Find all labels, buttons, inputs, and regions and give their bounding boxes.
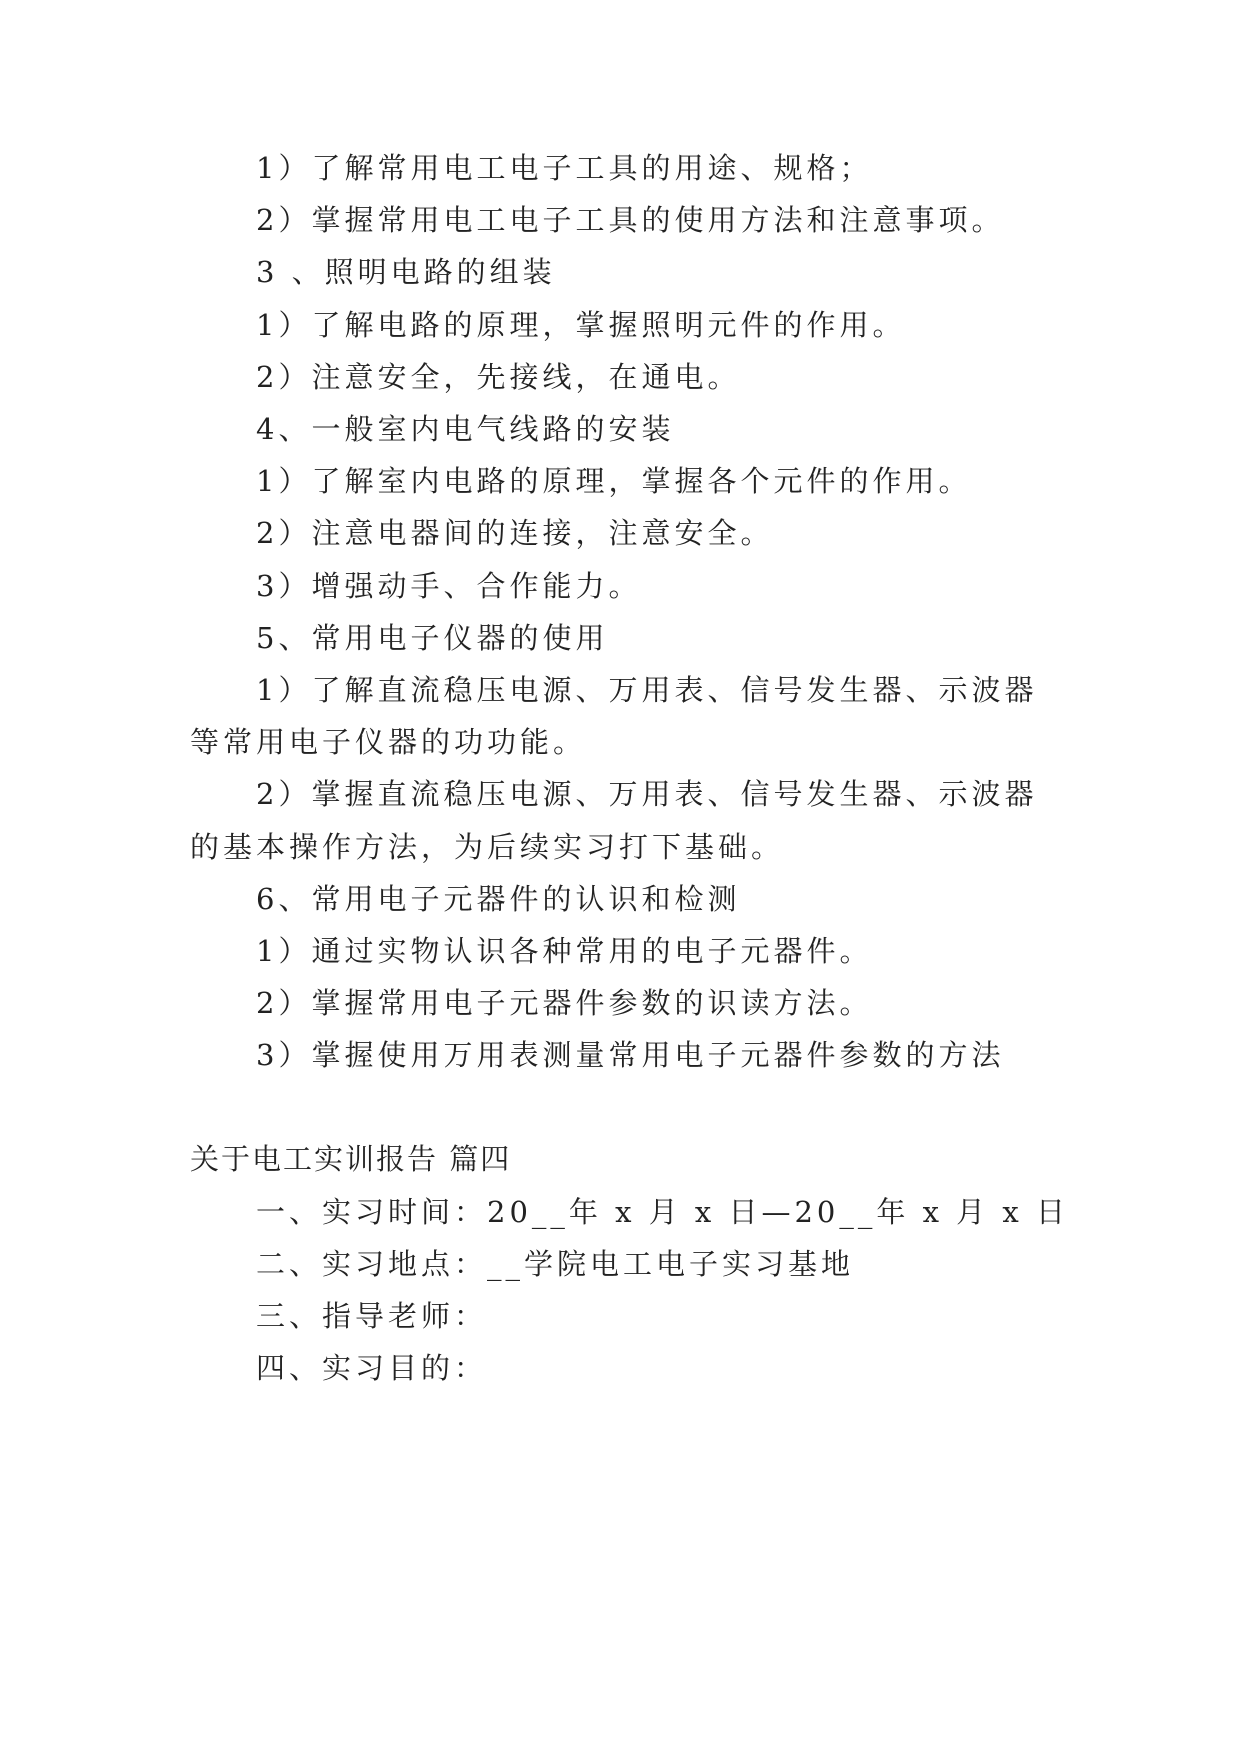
- paragraph-line: 1）了解室内电路的原理，掌握各个元件的作用。: [256, 464, 972, 498]
- paragraph-line: 3）增强动手、合作能力。: [256, 569, 642, 603]
- subsection-heading: 6、常用电子元器件的认识和检测: [256, 882, 741, 916]
- subsection-heading: 4、一般室内电气线路的安装: [256, 412, 675, 446]
- paragraph-line: 1）了解电路的原理，掌握照明元件的作用。: [256, 308, 906, 342]
- section-title: 关于电工实训报告 篇四: [190, 1142, 512, 1176]
- paragraph-line: 四、实习目的：: [256, 1351, 488, 1385]
- paragraph-line: 2）掌握直流稳压电源、万用表、信号发生器、示波器: [256, 777, 1038, 811]
- paragraph-line: 2）掌握常用电工电子工具的使用方法和注意事项。: [256, 203, 1005, 237]
- paragraph-line: 2）注意安全，先接线，在通电。: [256, 360, 741, 394]
- paragraph-line: 1）了解常用电工电子工具的用途、规格；: [256, 151, 873, 185]
- paragraph-line-continued: 等常用电子仪器的功功能。: [190, 725, 587, 759]
- paragraph-line: 2）注意电器间的连接，注意安全。: [256, 516, 774, 550]
- paragraph-line-continued: 的基本操作方法，为后续实习打下基础。: [190, 830, 785, 864]
- subsection-heading: 3 、照明电路的组装: [256, 255, 556, 289]
- paragraph-line: 一、实习时间：20__年 x 月 x 日—20__年 x 月 x 日: [256, 1195, 1069, 1229]
- paragraph-line: 二、实习地点：__学院电工电子实习基地: [256, 1247, 855, 1281]
- paragraph-line: 1）通过实物认识各种常用的电子元器件。: [256, 934, 873, 968]
- paragraph-line: 3）掌握使用万用表测量常用电子元器件参数的方法: [256, 1038, 1005, 1072]
- paragraph-line: 三、指导老师：: [256, 1299, 488, 1333]
- paragraph-line: 2）掌握常用电子元器件参数的识读方法。: [256, 986, 873, 1020]
- subsection-heading: 5、常用电子仪器的使用: [256, 621, 609, 655]
- paragraph-line: 1）了解直流稳压电源、万用表、信号发生器、示波器: [256, 673, 1038, 707]
